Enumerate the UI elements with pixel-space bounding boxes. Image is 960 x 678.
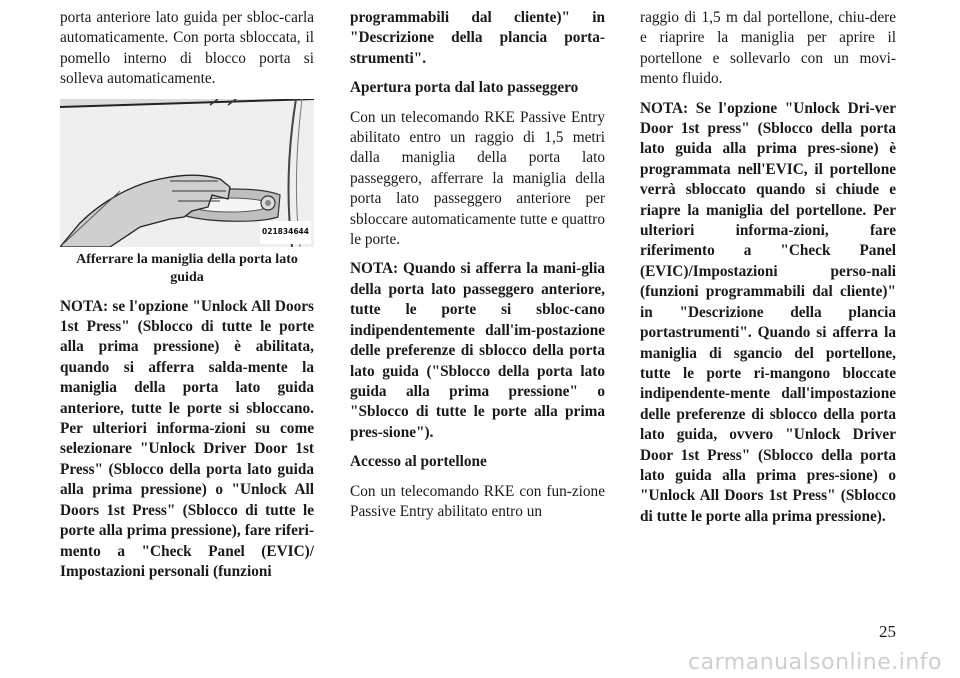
figure-code: 021834644 <box>260 221 311 243</box>
text-column-left <box>60 8 314 591</box>
note-unlock-all-doors: NOTA: se l'opzione "Unlock All Doors 1st Press" (Sblocco di tutte le porte alla prima pressione) è abilitata, quando si afferra salda-mente la maniglia della porta lato guida anteriore, tutte le porte si sbloccano. Per ulteriori informa-zioni su come selezionare "Unlock Driver Door 1st Press" (Sblocco della porta lato guida alla prima pressione) o "Unlock All Doors 1st Press" (Sblocco di tutte le porte alla prima pressione), fare riferi-mento a "Check Panel (EVIC)/ Impostazioni personali (funzioni <box>60 297 314 580</box>
heading-liftgate: Accesso al portellone <box>350 453 487 471</box>
liftgate-paragraph: Con un telecomando RKE con fun-zione Passive Entry abilitato entro un <box>350 482 605 520</box>
note-liftgate: NOTA: Se l'opzione "Unlock Dri-ver Door 1st press" (Sblocco della porta lato guida alla prima pres-sione) è programmata nell'EVIC, il portellone verrà sbloccato quando si chiude e riapre la maniglia del portellone. Per ulteriori informa-zioni, fare riferimento a "Check Panel (EVIC)/Impostazioni perso-nali (funzioni programmabili dal cliente)" in "Descrizione della plancia portastrumenti". Quando si afferra la maniglia di sgancio del portellone, tutte le porte ri-mangono bloccate indipendente-mente dall'impostazione delle preferenze di sblocco della porta lato guida, ovvero "Unlock Driver Door 1st Press" (Sblocco della porta lato guida alla prima pres-sione) o "Unlock All Doors 1st Press" (Sblocco di tutte le porte alla prima pressione). <box>640 99 896 525</box>
note-continued: programmabili dal cliente)" in "Descrizione della plancia porta-strumenti". <box>350 9 605 67</box>
watermark: carmanualsonline.info <box>688 650 942 675</box>
note-passenger-door: NOTA: Quando si afferra la mani-glia della porta lato passeggero anteriore, tutte le porte si sbloc-cano indipendentemente dall'im-postazione delle preferenze di sblocco della porta lato guida ("Sblocco della porta lato guida alla prima pressione" o "Sblocco di tutte le porte alla prima pres-sione"). <box>350 260 605 441</box>
intro-paragraph: porta anteriore lato guida per sbloc-carla automaticamente. Con porta sbloccata, il pomello interno di blocco porta si solleva automaticamente. <box>60 9 314 88</box>
figure-caption: Afferrare la maniglia della porta lato guida <box>76 251 298 285</box>
passenger-door-paragraph: Con un telecomando RKE Passive Entry abilitato entro un raggio di 1,5 metri dalla maniglia della porta lato passeggero, afferrare la maniglia della porta lato passeggero anteriore per sbloccare automaticamente tutte e quattro le porte. <box>350 108 605 249</box>
door-handle-illustration <box>60 99 314 247</box>
text-column-middle <box>350 8 605 531</box>
liftgate-paragraph-continued: raggio di 1,5 m dal portellone, chiu-dere e riaprire la maniglia per aprire il portellone e sollevarlo con un movi-mento fluido. <box>640 9 896 88</box>
heading-passenger-door: Apertura porta dal lato passeggero <box>350 79 579 97</box>
page-number: 25 <box>879 622 896 641</box>
text-column-right <box>640 8 896 536</box>
